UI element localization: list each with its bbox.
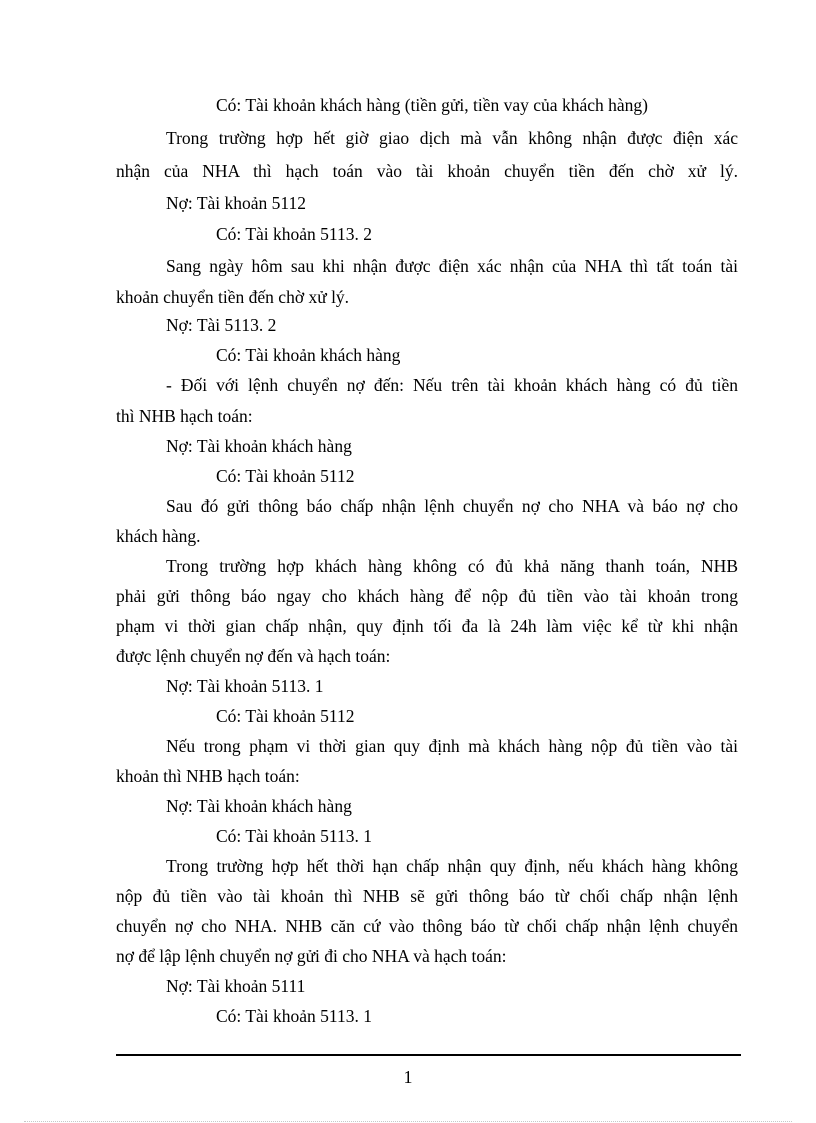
text-line: Có: Tài khoản 5113. 1 <box>216 1006 373 1026</box>
text-line: Trong trường hợp khách hàng không có đủ khả năng thanh toán, NHB <box>166 556 738 576</box>
text-line: khoản thì NHB hạch toán: <box>116 766 300 786</box>
text-line: nhận của NHA thì hạch toán vào tài khoản chuyển tiền đến chờ xử lý. <box>116 161 738 181</box>
text-line: nộp đủ tiền vào tài khoản thì NHB sẽ gửi thông báo từ chối chấp nhận lệnh <box>116 886 738 906</box>
text-line: Sau đó gửi thông báo chấp nhận lệnh chuyển nợ cho NHA và báo nợ cho <box>166 496 738 516</box>
text-line: Nợ: Tài khoản khách hàng <box>166 436 352 456</box>
text-line: Trong trường hợp hết giờ giao dịch mà vẫn không nhận được điện xác <box>166 128 738 148</box>
text-line: Có: Tài khoản 5112 <box>216 706 355 726</box>
text-line: Có: Tài khoản 5113. 2 <box>216 224 373 244</box>
text-line: Có: Tài khoản khách hàng <box>216 345 401 365</box>
text-line: Nợ: Tài khoản 5113. 1 <box>166 676 324 696</box>
text-line: Có: Tài khoản khách hàng (tiền gửi, tiền vay của khách hàng) <box>216 95 648 115</box>
text-line: Nợ: Tài 5113. 2 <box>166 315 277 335</box>
text-line: Có: Tài khoản 5113. 1 <box>216 826 373 846</box>
text-line: Nợ: Tài khoản khách hàng <box>166 796 352 816</box>
text-line: khách hàng. <box>116 526 201 546</box>
text-line: Nợ: Tài khoản 5111 <box>166 976 306 996</box>
text-line: Sang ngày hôm sau khi nhận được điện xác nhận của NHA thì tất toán tài <box>166 256 738 276</box>
page-number: 1 <box>403 1067 413 1087</box>
text-line: Nếu trong phạm vi thời gian quy định mà khách hàng nộp đủ tiền vào tài <box>166 736 738 756</box>
text-line: Nợ: Tài khoản 5112 <box>166 193 306 213</box>
footer-divider <box>116 1054 741 1056</box>
text-line: phải gửi thông báo ngay cho khách hàng để nộp đủ tiền vào tài khoản trong <box>116 586 738 606</box>
text-line: nợ để lập lệnh chuyển nợ gửi đi cho NHA và hạch toán: <box>116 946 507 966</box>
text-line: được lệnh chuyển nợ đến và hạch toán: <box>116 646 391 666</box>
text-line: - Đối với lệnh chuyển nợ đến: Nếu trên tài khoản khách hàng có đủ tiền <box>166 375 738 395</box>
text-line: phạm vi thời gian chấp nhận, quy định tối đa là 24h làm việc kể từ khi nhận <box>116 616 738 636</box>
text-line: Trong trường hợp hết thời hạn chấp nhận quy định, nếu khách hàng không <box>166 856 738 876</box>
page-edge-dotted-line <box>24 1121 792 1122</box>
text-line: Có: Tài khoản 5112 <box>216 466 355 486</box>
text-line: khoản chuyển tiền đến chờ xử lý. <box>116 287 350 307</box>
text-line: thì NHB hạch toán: <box>116 406 253 426</box>
text-line: chuyển nợ cho NHA. NHB căn cứ vào thông báo từ chối chấp nhận lệnh chuyển <box>116 916 738 936</box>
